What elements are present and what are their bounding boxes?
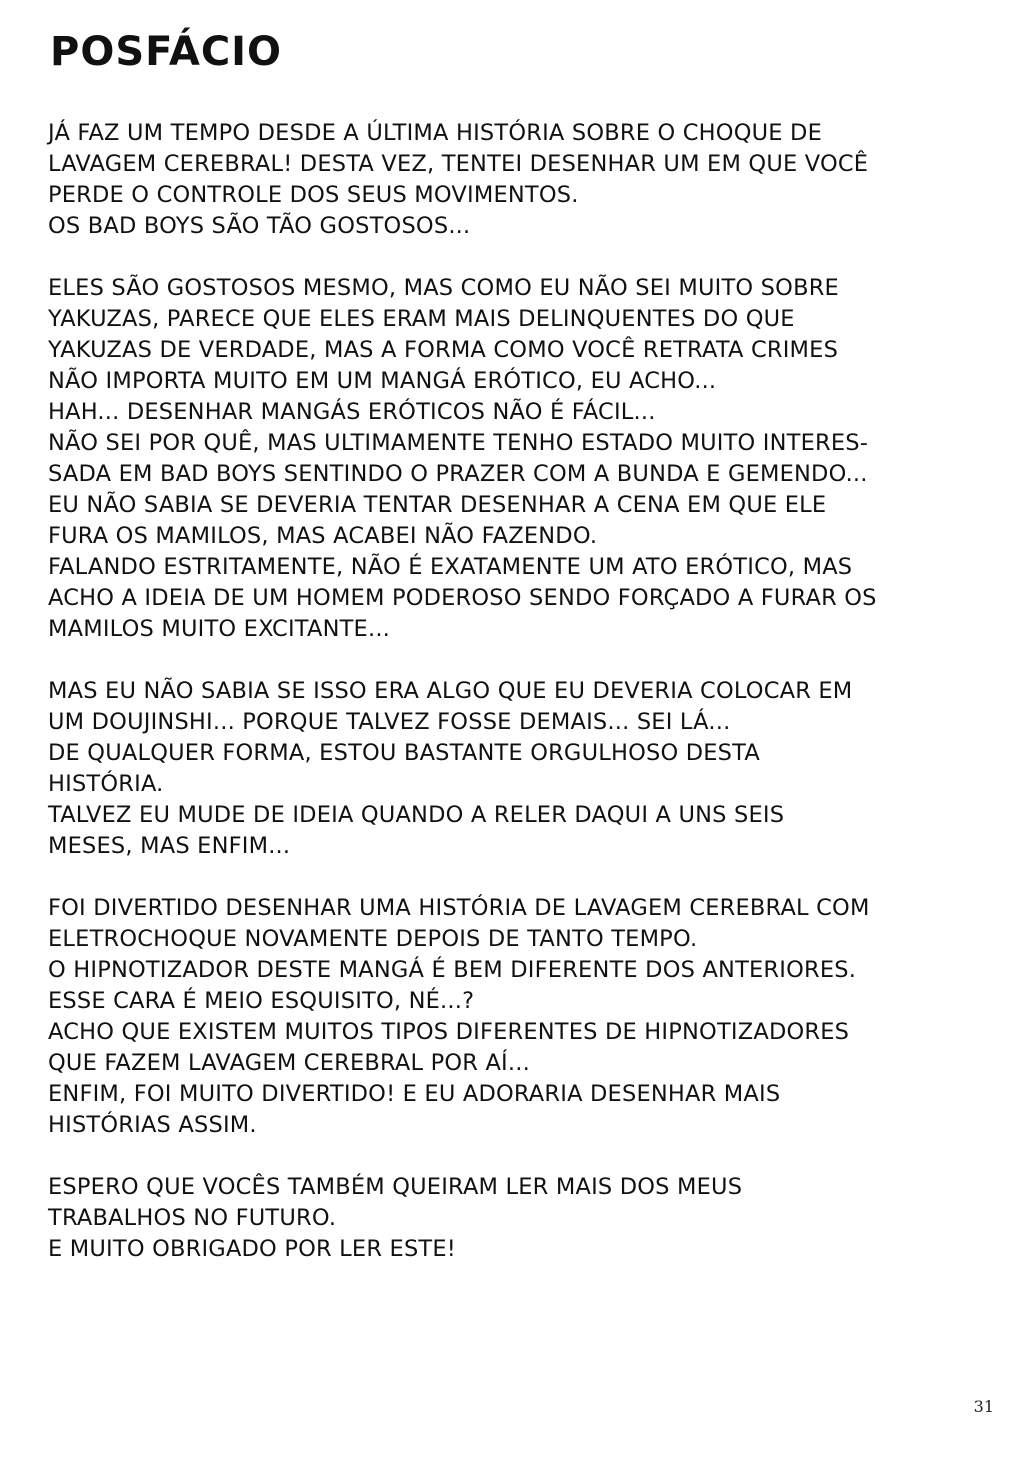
text-line: LAVAGEM CEREBRAL! DESTA VEZ, TENTEI DESENHAR UM EM QUE VOCÊ [48, 151, 869, 177]
text-line: MESES, MAS ENFIM... [48, 833, 291, 859]
text-line: SADA EM BAD BOYS SENTINDO O PRAZER COM A BUNDA E GEMENDO... [48, 461, 868, 487]
text-line: YAKUZAS DE VERDADE, MAS A FORMA COMO VOCÊ RETRATA CRIMES [48, 337, 839, 363]
text-line: O HIPNOTIZADOR DESTE MANGÁ É BEM DIFERENTE DOS ANTERIORES. [48, 957, 857, 983]
text-line: NÃO SEI POR QUÊ, MAS ULTIMAMENTE TENHO ESTADO MUITO INTERES- [48, 430, 869, 456]
text-line: YAKUZAS, PARECE QUE ELES ERAM MAIS DELINQUENTES DO QUE [48, 306, 795, 332]
text-line: FOI DIVERTIDO DESENHAR UMA HISTÓRIA DE LAVAGEM CEREBRAL COM [48, 895, 870, 921]
paragraph-gap [48, 862, 993, 893]
paragraph-gap [48, 645, 993, 676]
text-line: ELETROCHOQUE NOVAMENTE DEPOIS DE TANTO TEMPO. [48, 926, 698, 952]
text-line: ESSE CARA É MEIO ESQUISITO, NÉ...? [48, 988, 475, 1014]
text-line: JÁ FAZ UM TEMPO DESDE A ÚLTIMA HISTÓRIA SOBRE O CHOQUE DE [48, 120, 822, 146]
afterword-text [48, 118, 993, 1265]
text-line: UM DOUJINSHI... PORQUE TALVEZ FOSSE DEMAIS... SEI LÁ... [48, 709, 731, 735]
text-line: HISTÓRIA. [48, 771, 164, 797]
paragraph-gap [48, 1141, 993, 1172]
page-number: 31 [973, 1397, 994, 1416]
text-line: ACHO QUE EXISTEM MUITOS TIPOS DIFERENTES DE HIPNOTIZADORES [48, 1019, 850, 1045]
text-line: MAS EU NÃO SABIA SE ISSO ERA ALGO QUE EU DEVERIA COLOCAR EM [48, 678, 853, 704]
text-line: ELES SÃO GOSTOSOS MESMO, MAS COMO EU NÃO SEI MUITO SOBRE [48, 275, 839, 301]
text-line: OS BAD BOYS SÃO TÃO GOSTOSOS... [48, 213, 471, 239]
text-line: ACHO A IDEIA DE UM HOMEM PODEROSO SENDO FORÇADO A FURAR OS [48, 585, 877, 611]
text-line: FALANDO ESTRITAMENTE, NÃO É EXATAMENTE UM ATO ERÓTICO, MAS [48, 554, 853, 580]
text-line: DE QUALQUER FORMA, ESTOU BASTANTE ORGULHOSO DESTA [48, 740, 760, 766]
text-line: FURA OS MAMILOS, MAS ACABEI NÃO FAZENDO. [48, 523, 598, 549]
text-line: E MUITO OBRIGADO POR LER ESTE! [48, 1236, 457, 1262]
text-line: HISTÓRIAS ASSIM. [48, 1112, 257, 1138]
text-line: PERDE O CONTROLE DOS SEUS MOVIMENTOS. [48, 182, 579, 208]
text-line: TRABALHOS NO FUTURO. [48, 1205, 337, 1231]
text-line: ENFIM, FOI MUITO DIVERTIDO! E EU ADORARIA DESENHAR MAIS [48, 1081, 781, 1107]
text-line: NÃO IMPORTA MUITO EM UM MANGÁ ERÓTICO, EU ACHO... [48, 368, 717, 394]
text-line: HAH... DESENHAR MANGÁS ERÓTICOS NÃO É FÁCIL... [48, 399, 656, 425]
paragraph-gap [48, 242, 993, 273]
text-line: MAMILOS MUITO EXCITANTE... [48, 616, 391, 642]
text-line: TALVEZ EU MUDE DE IDEIA QUANDO A RELER DAQUI A UNS SEIS [48, 802, 785, 828]
text-line: QUE FAZEM LAVAGEM CEREBRAL POR AÍ... [48, 1050, 530, 1076]
page-title: POSFÁCIO [50, 29, 283, 75]
text-line: ESPERO QUE VOCÊS TAMBÉM QUEIRAM LER MAIS DOS MEUS [48, 1174, 743, 1200]
text-line: EU NÃO SABIA SE DEVERIA TENTAR DESENHAR A CENA EM QUE ELE [48, 492, 827, 518]
